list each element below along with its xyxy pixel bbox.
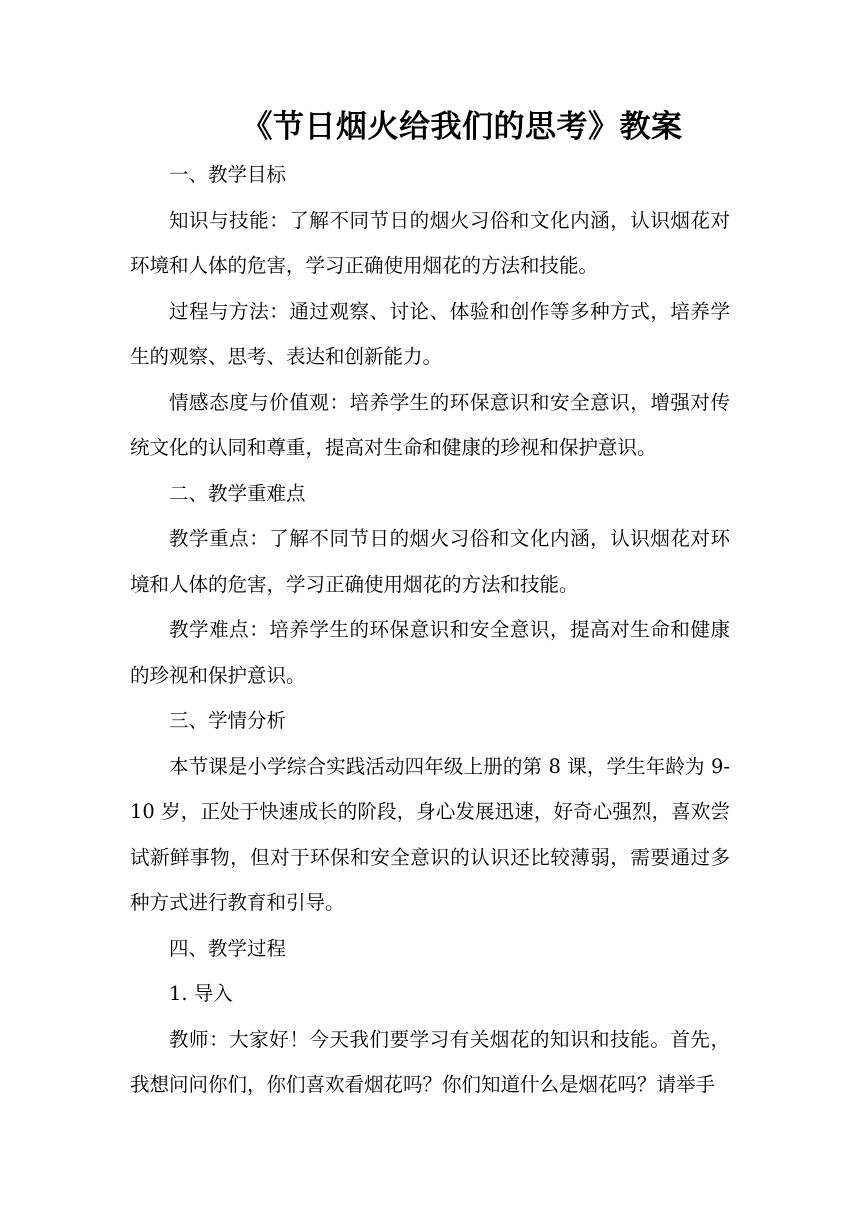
section-heading-key-points: 二、教学重难点 (169, 481, 306, 505)
paragraph-teacher-intro: 教师：大家好！今天我们要学习有关烟花的知识和技能。首先，我想问问你们，你们喜欢看烟花吗？你们知道什么是烟花吗？请举手 (130, 1027, 730, 1096)
section-heading-student-analysis: 三、学情分析 (169, 709, 287, 732)
document-body (130, 152, 730, 1108)
paragraph-knowledge-skills: 知识与技能：了解不同节日的烟火习俗和文化内涵，认识烟花对环境和人体的危害，学习正确使用烟花的方法和技能。 (130, 208, 730, 277)
section-heading-objectives: 一、教学目标 (169, 163, 287, 186)
paragraph-key-point: 教学重点：了解不同节日的烟火习俗和文化内涵，认识烟花对环境和人体的危害，学习正确使用烟花的方法和技能。 (130, 527, 730, 596)
paragraph-process-methods: 过程与方法：通过观察、讨论、体验和创作等多种方式，培养学生的观察、思考、表达和创新能力。 (130, 299, 730, 368)
subsection-heading-introduction: 1. 导入 (169, 982, 233, 1005)
paragraph-student-analysis: 本节课是小学综合实践活动四年级上册的第 8 课，学生年龄为 9-10 岁，正处于快速成长的阶段，身心发展迅速，好奇心强烈，喜欢尝试新鲜事物，但对于环保和安全意识的认识还比较薄弱，需要通过多种方式进行教育和引导。 (130, 754, 730, 914)
section-heading-teaching-process: 四、教学过程 (169, 936, 287, 960)
document-title: 《节日烟火给我们的思考》教案 (241, 109, 683, 145)
paragraph-difficulty: 教学难点：培养学生的环保意识和安全意识，提高对生命和健康的珍视和保护意识。 (130, 618, 730, 687)
paragraph-attitude-values: 情感态度与价值观：培养学生的环保意识和安全意识，增强对传统文化的认同和尊重，提高对生命和健康的珍视和保护意识。 (130, 390, 730, 459)
